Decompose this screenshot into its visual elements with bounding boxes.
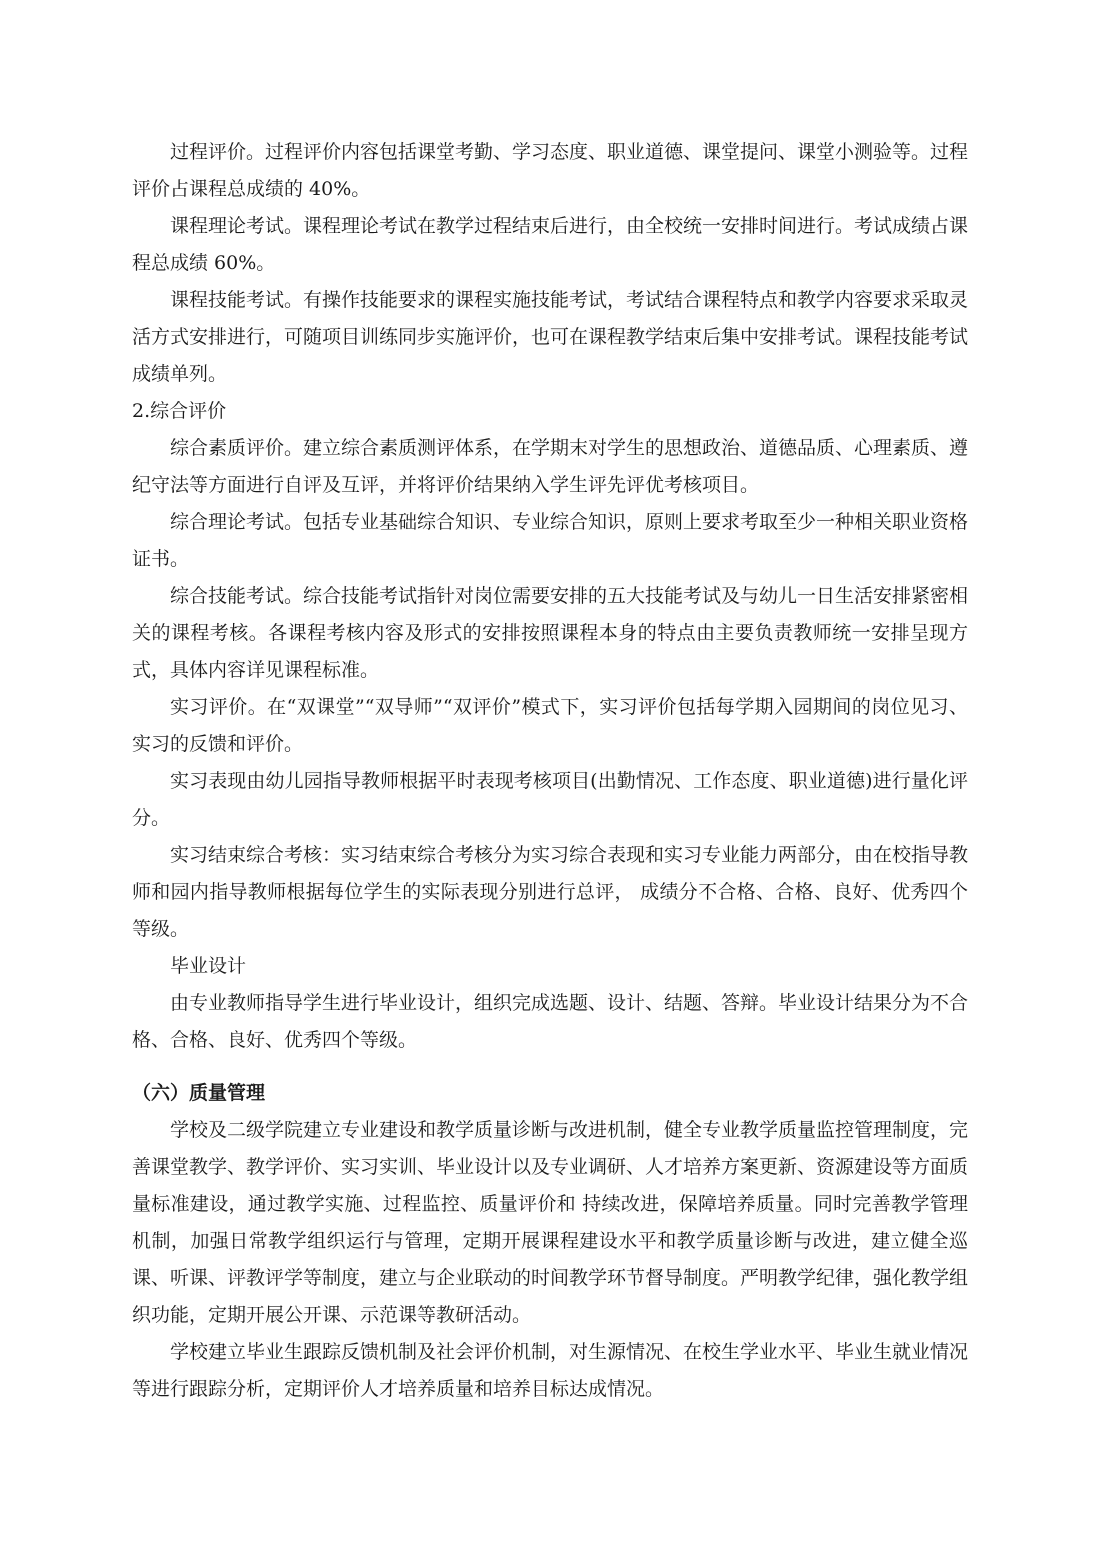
paragraph-graduate-tracking: 学校建立毕业生跟踪反馈机制及社会评价机制，对生源情况、在校生学业水平、毕业生就业情况等进行跟踪分析，定期评价人才培养质量和培养目标达成情况。 (132, 1341, 969, 1400)
paragraph-theory-exam: 课程理论考试。课程理论考试在教学过程结束后进行，由全校统一安排时间进行。考试成绩占课程总成绩 60%。 (132, 215, 969, 274)
paragraph-skill-exam: 课程技能考试。有操作技能要求的课程实施技能考试，考试结合课程特点和教学内容要求采取灵活方式安排进行，可随项目训练同步实施评价，也可在课程教学结束后集中安排考试。课程技能考试成绩单列。 (132, 289, 969, 385)
subheading-comprehensive-evaluation: 2.综合评价 (132, 400, 227, 422)
paragraph-comprehensive-skill: 综合技能考试。综合技能考试指针对岗位需要安排的五大技能考试及与幼儿一日生活安排紧密相关的课程考核。各课程考核内容及形式的安排按照课程本身的特点由主要负责教师统一安排呈现方式，具体内容详见课程标准。 (132, 585, 969, 681)
subheading-graduation-design: 毕业设计 (170, 955, 247, 977)
paragraph-comprehensive-theory: 综合理论考试。包括专业基础综合知识、专业综合知识，原则上要求考取至少一种相关职业资格证书。 (132, 511, 969, 570)
paragraph-quality-evaluation: 综合素质评价。建立综合素质测评体系，在学期末对学生的思想政治、道德品质、心理素质、遵纪守法等方面进行自评及互评，并将评价结果纳入学生评先评优考核项目。 (132, 437, 969, 496)
document-page (132, 134, 968, 1408)
paragraph-internship-evaluation: 实习评价。在“双课堂”“双导师”“双评价”模式下，实习评价包括每学期入园期间的岗位见习、实习的反馈和评价。 (132, 696, 968, 755)
paragraph-quality-mechanism: 学校及二级学院建立专业建设和教学质量诊断与改进机制，健全专业教学质量监控管理制度，完善课堂教学、教学评价、实习实训、毕业设计以及专业调研、人才培养方案更新、资源建设等方面质量标准建设，通过教学实施、过程监控、质量评价和 持续改进，保障培养质量。同时完善教学管理机制，加强日常教学组织运行与管理，定期开展课程建设水平和教学质量诊断与改进，建立健全巡课、听课、评教评学等制度，建立与企业联动的时间教学环节督导制度。严明教学纪律，强化教学组织功能，定期开展公开课、示范课等教研活动。 (132, 1119, 969, 1326)
paragraph-internship-final: 实习结束综合考核：实习结束综合考核分为实习综合表现和实习专业能力两部分，由在校指导教师和园内指导教师根据每位学生的实际表现分别进行总评， 成绩分不合格、合格、良好、优秀四个等级。 (132, 844, 969, 940)
paragraph-process-evaluation: 过程评价。过程评价内容包括课堂考勤、学习态度、职业道德、课堂提问、课堂小测验等。过程评价占课程总成绩的 40%。 (132, 141, 969, 200)
paragraph-graduation-design: 由专业教师指导学生进行毕业设计，组织完成选题、设计、结题、答辩。毕业设计结果分为不合格、合格、良好、优秀四个等级。 (132, 992, 969, 1051)
section-heading-quality-management: （六）质量管理 (132, 1082, 266, 1104)
paragraph-internship-performance: 实习表现由幼儿园指导教师根据平时表现考核项目(出勤情况、工作态度、职业道德)进行量化评分。 (132, 770, 968, 829)
